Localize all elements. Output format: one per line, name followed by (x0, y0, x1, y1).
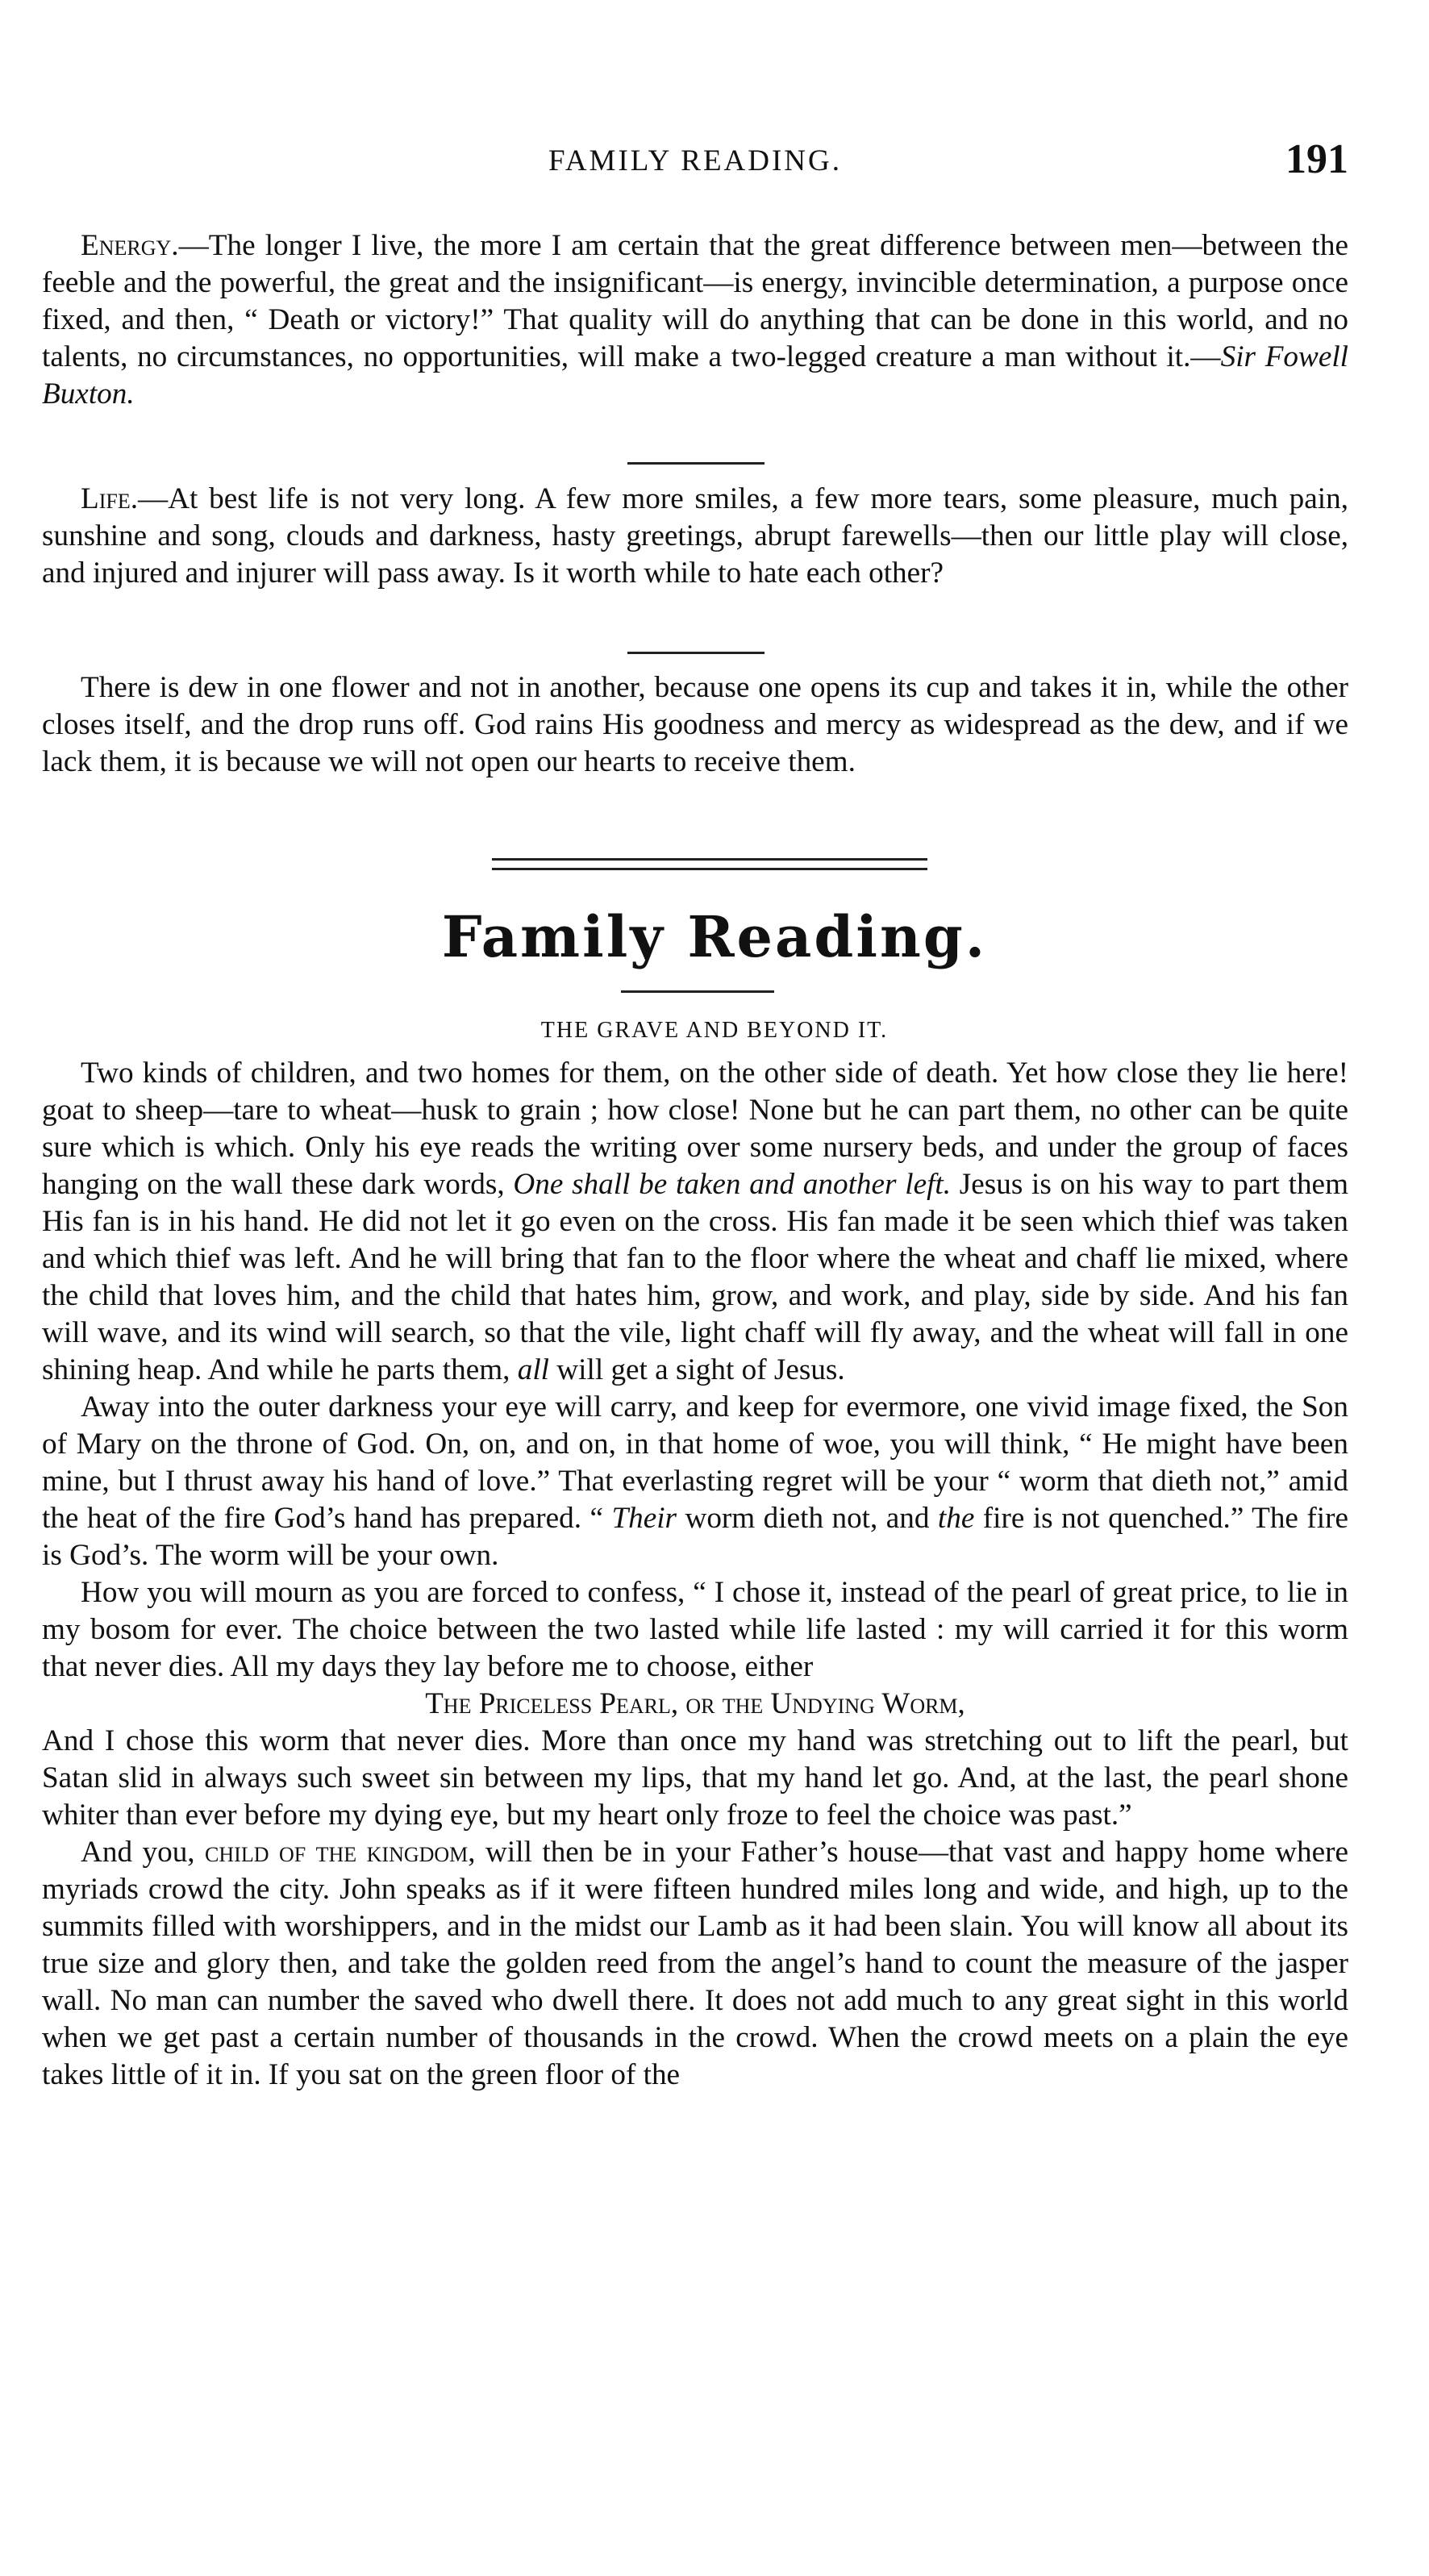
title-underline (621, 990, 774, 993)
article-paragraph-2 (42, 1389, 1348, 1574)
article-paragraph-4 (42, 1834, 1348, 2094)
p1-italic: One shall be taken and another left. (513, 1168, 952, 1201)
dew-paragraph: There is dew in one flower and not in another, because one opens its cup and takes it in, while the other closes itself, and the drop runs off. God rains His goodness and mercy as widespread as the dew, and if we lack them, it is because we will not open our hearts to receive them. (42, 671, 1348, 778)
p2-their-italic: Their (611, 1502, 677, 1535)
energy-paragraph-block (42, 227, 1348, 413)
energy-text: —The longer I live, the more I am certain that the great difference between men—between the feeble and the powerful, the great and the insignificant—is energy, invincible determination, a purpose once fixed, and then, “ Death or victory!” That quality will do anything that can be done in this world, and no talents, no circumstances, no opportunities, will make a two-legged creature a man without it.— (42, 229, 1348, 373)
double-rule-top (492, 858, 927, 861)
life-text: —At best life is not very long. A few more smiles, a few more tears, some pleasure, much pain, sunshine and song, clouds and darkness, hasty greetings, abrupt farewells—then our little play will close, and injured and injurer will pass away. Is it worth while to hate each other? (42, 482, 1348, 590)
p4-smallcaps: child of the kingdom, (205, 1836, 476, 1869)
p2-text-b: worm dieth not, and (677, 1502, 938, 1535)
p2-text-a: Away into the outer darkness your eye will carry, and keep for evermore, one vivid image fixed, the Son of Mary on the throne of God. On, on, and on, in that home of woe, you will think, “ He might have been mine, but I thrust away his hand of love.” That everlasting regret will be your “ worm that dieth not,” amid the heat of the fire God’s hand has prepared. “ (42, 1390, 1348, 1535)
life-label: Life. (81, 482, 139, 515)
p1-text-a: Two kinds of children, and two homes for them, on the other side of death. Yet how close they lie here! goat to sheep—tare to wheat—husk to grain ; how close! None but he can part them, no other can be quite sure which is which. Only his eye reads the writing over some nursery beds, and under the group of faces hanging on the wall these dark words, (42, 1057, 1348, 1201)
article-paragraph-1 (42, 1055, 1348, 1389)
dew-paragraph-block (42, 669, 1348, 781)
p1-text-b: Jesus is on his way to part them His fan is in his hand. He did not let it go even on the cross. His fan made it be seen which thief was taken and which thief was left. And he will bring that fan to the floor where the wheat and chaff lie mixed, where the child that loves him, and the child that hates him, grow, and work, and play, side by side. And his fan will wave, and its wind will search, so that the vile, light chaff will fly away, and the wheat will fall in one shining heap. And while he parts them, (42, 1168, 1348, 1386)
p4-start: And you, (81, 1836, 206, 1869)
article-paragraph-3-continued: And I chose this worm that never dies. More than once my hand was stretching out to lift the pearl, but Satan slid in always such sweet sin between my lips, that my hand let go. And, at the last, the pearl shone whiter than ever before my dying eye, but my heart only froze to feel the choice was past.” (42, 1724, 1348, 1832)
p1-all-italic: all (517, 1353, 549, 1386)
separator-rule-2 (627, 652, 764, 654)
energy-paragraph (42, 227, 1348, 413)
page-number: 191 (1285, 136, 1348, 182)
p4-rest: will then be in your Father’s house—that vast and happy home where myriads crowd the city. John speaks as if it were fifteen hundred miles long and wide, and high, up to the summits filled with worshippers, and in the midst our Lamb as it had been slain. You will know all about its true size and glory then, and take the golden reed from the angel’s hand to count the measure of the jasper wall. No man can number the saved who dwell there. It does not add much to any great sight in this world when we get past a certain number of thousands in the crowd. When the crowd meets on a plain the eye takes little of it in. If you sat on the green floor of the (42, 1836, 1348, 2091)
article-body (42, 1055, 1348, 2094)
p2-the-italic: the (937, 1502, 975, 1535)
section-title: Family Reading. (441, 903, 988, 970)
double-rule-bottom (492, 868, 927, 870)
energy-attribution: Sir Fowell Buxton. (42, 340, 1348, 411)
p2-text-c: fire is not quenched.” The fire is God’s. The worm will be your own. (42, 1502, 1348, 1572)
article-subtitle: THE GRAVE AND BEYOND IT. (540, 1018, 889, 1043)
life-paragraph-block (42, 481, 1348, 592)
page-header (42, 135, 1348, 184)
priceless-pearl-line: The Priceless Pearl, or the Undying Worm, (425, 1687, 965, 1720)
p1-text-c: will get a sight of Jesus. (549, 1353, 845, 1386)
article-paragraph-3: How you will mourn as you are forced to confess, “ I chose it, instead of the pearl of great price, to lie in my bosom for ever. The choice between the two lasted while life lasted : my will carried it for this worm that never dies. All my days they lay before me to choose, either (42, 1576, 1348, 1683)
life-paragraph (42, 481, 1348, 592)
running-head: FAMILY READING. (548, 144, 842, 177)
separator-rule-1 (627, 462, 764, 465)
energy-label: Energy. (81, 229, 179, 262)
